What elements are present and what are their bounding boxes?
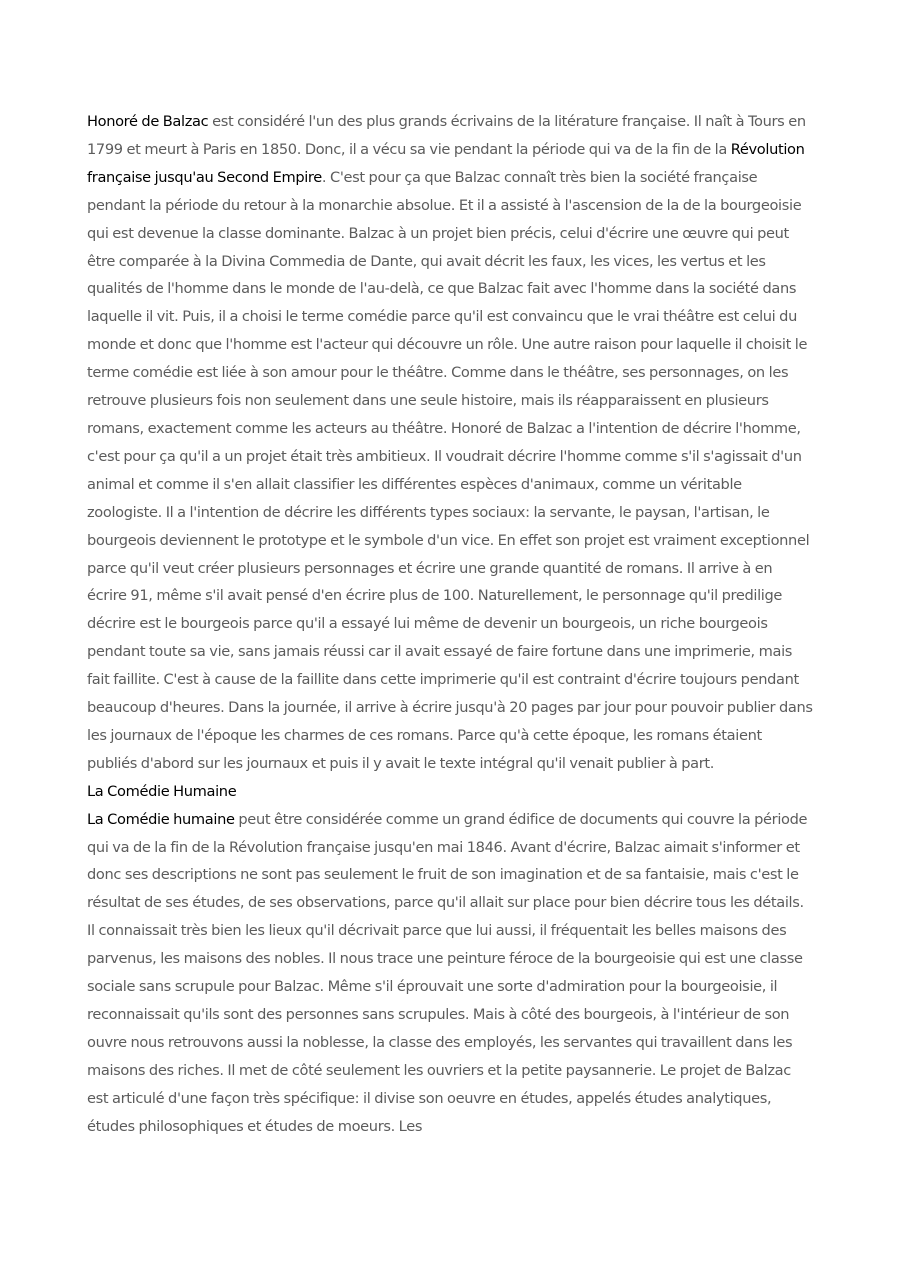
paragraph-text: . C'est pour ça que Balzac connaît très bien la société française pendant la période du retour à la monarchie absolue. Et il a assisté à l'ascension de la de la bourgeoisie qui est devenue la classe dominante. Balzac à un projet bien précis, celui d'écrire une œuvre qui peut être comparée à la Divina Commedia de Dante, qui avait décrit les faux, les vices, les vertus et les qualités de l'homme dans le monde de l'au-delà, ce que Balzac fait avec l'homme dans la société dans laquelle il vit. Puis, il a choisi le terme comédie parce qu'il est convaincu que le vrai théâtre est celui du monde et donc que l'homme est l'acteur qui découvre un rôle. Une autre raison pour laquelle il choisit le terme comédie est liée à son amour pour le théâtre. Comme dans le théâtre, ses personnages, on les retrouve plusieurs fois non seulement dans une seule histoire, mais ils réapparaissent en plusieurs romans, exactement comme les acteurs au théâtre. Honoré de Balzac a l'intention de décrire l'homme, c'est pour ça qu'il a un projet était très ambitieux. Il voudrait décrire l'homme comme s'il s'agissait d'un animal et comme il s'en allait classifier les différentes espèces d'animaux, comme un véritable zoologiste. Il a l'intention de décrire les différents types sociaux: la servante, le paysan, l'artisan, le bourgeois deviennent le prototype et le symbole d'un vice. En effet son projet est vraiment exceptionnel parce qu'il veut créer plusieurs personnages et écrire une grande quantité de romans. Il arrive à en écrire 91, même s'il avait pensé d'en écrire plus de 100. Naturellement, le personnage qu'il predilige décrire est le bourgeois parce qu'il a essayé lui même de devenir un bourgeois, un riche bourgeois pendant toute sa vie, sans jamais réussi car il avait essayé de faire fortune dans une imprimerie, mais fait faillite. C'est à cause de la faillite dans cette imprimerie qu'il est contraint d'écrire toujours pendant beaucoup d'heures. Dans la journée, il arrive à écrire jusqu'à 20 pages par jour pour pouvoir publier dans les journaux de l'époque les charmes de ces romans. Parce qu'à cette époque, les romans étaient publiés d'abord sur les journaux et puis il y avait le texte intégral qu'il venait publier à part. xyxy=(87,168,813,772)
author-name: Honoré de Balzac xyxy=(87,113,209,130)
paragraph-balzac-intro xyxy=(87,108,815,778)
period-highlight: Révolution française jusqu'au Second Empire xyxy=(87,140,805,186)
work-title: La Comédie humaine xyxy=(87,810,235,828)
paragraph-text: peut être considérée comme un grand édifice de documents qui couvre la période qui va de la fin de la Révolution française jusqu'en mai 1846. Avant d'écrire, Balzac aimait s'informer et donc ses descriptions ne sont pas seulement le fruit de son imagination et de sa fantaisie, mais c'est le résultat de ses études, de ses observations, parce qu'il allait sur place pour bien décrire tous les détails. Il connaissait très bien les lieux qu'il décrivait parce que lui aussi, il fréquentait les belles maisons des parvenus, les maisons des nobles. Il nous trace une peinture féroce de la bourgeoisie qui est une classe sociale sans scrupule pour Balzac. Même s'il éprouvait une sorte d'admiration pour la bourgeoisie, il reconnaissait qu'ils sont des personnes sans scrupules. Mais à côté des bourgeois, à l'intérieur de son ouvre nous retrouvons aussi la noblesse, la classe des employés, les servantes qui travaillent dans les maisons des riches. Il met de côté seulement les ouvriers et la petite paysannerie. Le projet de Balzac est articulé d'une façon très spécifique: il divise son oeuvre en études, appelés études analytiques, études philosophiques et études de moeurs. Les xyxy=(87,810,808,1135)
paragraph-text: est considéré l'un des plus grands écrivains de la litérature française. Il naît à Tours en 1799 et meurt à Paris en 1850. Donc, il a vécu sa vie pendant la période qui va de la fin de la xyxy=(87,113,806,158)
paragraph-comedie-humaine xyxy=(87,806,815,1141)
document-page xyxy=(87,108,815,1141)
section-heading: La Comédie Humaine xyxy=(87,782,237,800)
